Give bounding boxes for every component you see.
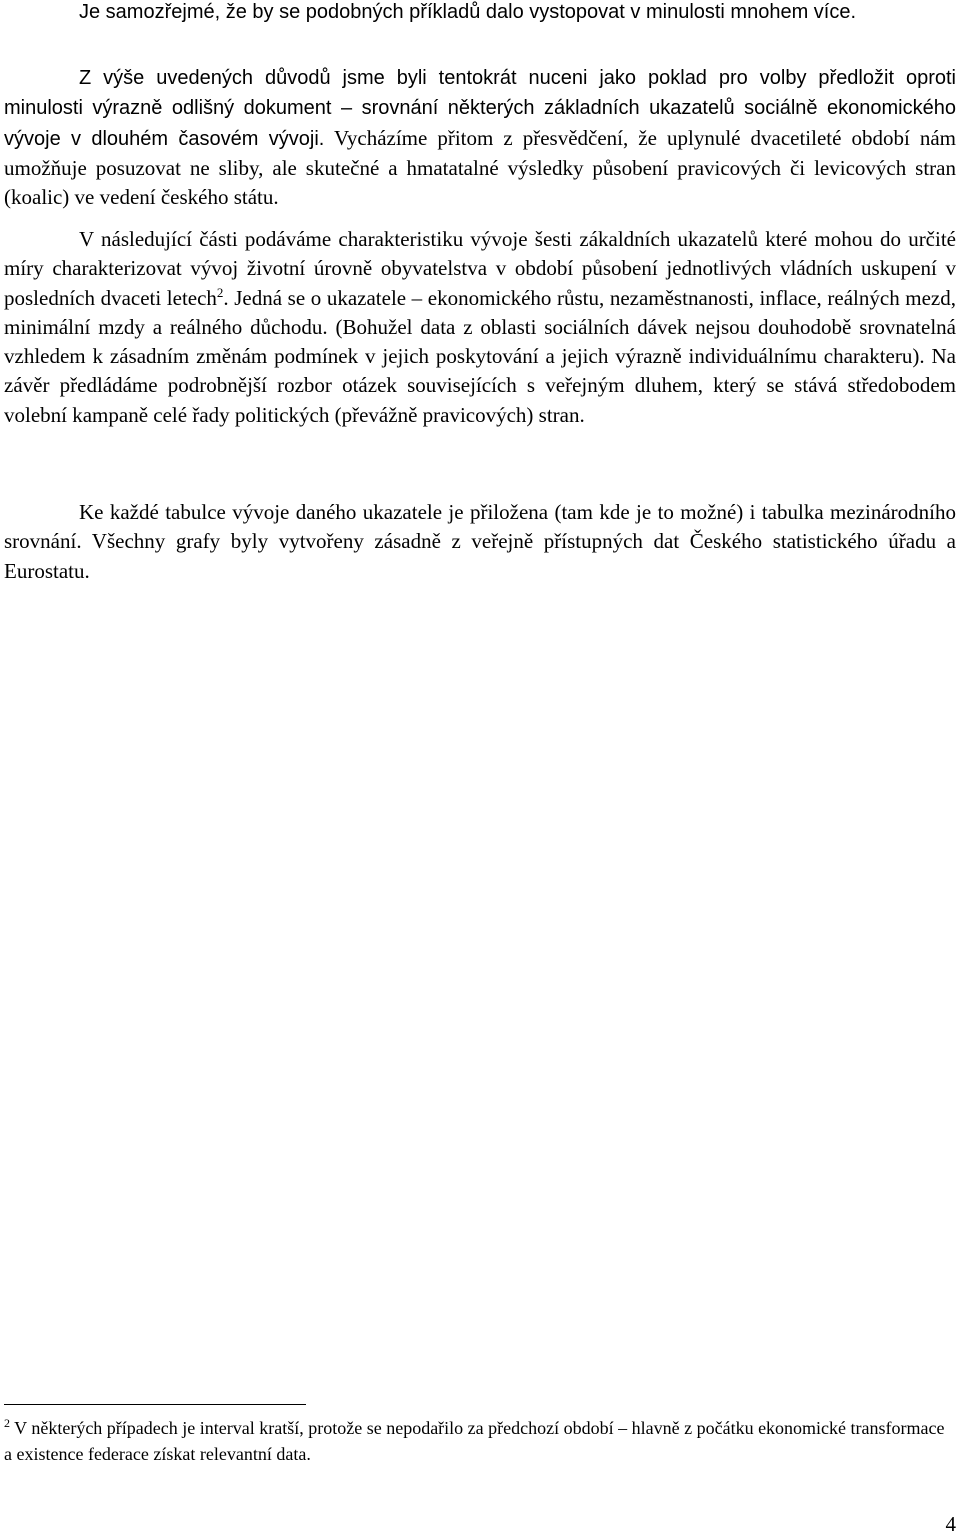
paragraph-indicators [4, 225, 956, 430]
paragraph-indicators-text-end: . Jedná se o ukazatele – ekonomického růstu, nezaměstnanosti, inflace, reálných mezd, minimální mzdy a reálného důchodu. (Bohužel data z oblasti sociálních dávek nejsou douhodobě srovnatelná vzhledem k zásadním změnám podmínek v jejich poskytování a jejich výrazně individuálnímu charakteru). Na závěr předládáme podrobnější rozbor otázek souvisejících s veřejným dluhem, který se stává středobodem volební kampaně celé řady politických (převážně pravicových) stran. [4, 285, 956, 427]
footnote-text: V některých případech je interval kratší, protože se nepodařilo za předchozí období – hlavně z počátku ekonomické transformace a existence federace získat relevantní data. [4, 1418, 945, 1464]
paragraph-intro: Je samozřejmé, že by se podobných příkladů dalo vystopovat v minulosti mnohem více. [79, 1, 857, 23]
paragraph-reasons-serif-text: Vycházíme přitom z přesvědčení, že uplynulé dvacetileté období nám umožňuje posuzovat ne sliby, ale skutečné a hmatatalné výsledky působení pravicových či levicových stran (koalic) ve vedení českého státu. [4, 125, 957, 210]
paragraph-tables-note: Ke každé tabulce vývoje daného ukazatele je přiložena (tam kde je to možné) i tabulka mezinárodního srovnání. Všechny grafy byly vytvořeny zásadně z veřejně přístupných dat Českého statistického úřadu a Eurostatu. [4, 500, 956, 583]
footnote [4, 1415, 956, 1467]
paragraph-reasons-sans-text: Z výše uvedených důvodů jsme byli tentokrát nuceni jako poklad pro volby předložit oproti minulosti výrazně odlišný dokument – srovnání některých základních ukazatelů sociálně ekonomického vývoje v dlouhém časovém vývoji. [4, 67, 956, 150]
paragraph-indicators-text-start: V následující části podáváme charakteristiku vývoje šesti zákaldních ukazatelů které mohou do určité míry charakterizovat vývoj životní úrovně obyvatelstva v období působení jednotlivých vládních uskupení v posledních dvaceti letech [4, 227, 956, 310]
page-number: 4 [945, 1512, 956, 1536]
footnote-reference[interactable]: 2 [216, 284, 224, 300]
footnote-marker: 2 [4, 1416, 10, 1430]
paragraph-reasons [4, 63, 956, 212]
footnote-separator [4, 1404, 306, 1405]
